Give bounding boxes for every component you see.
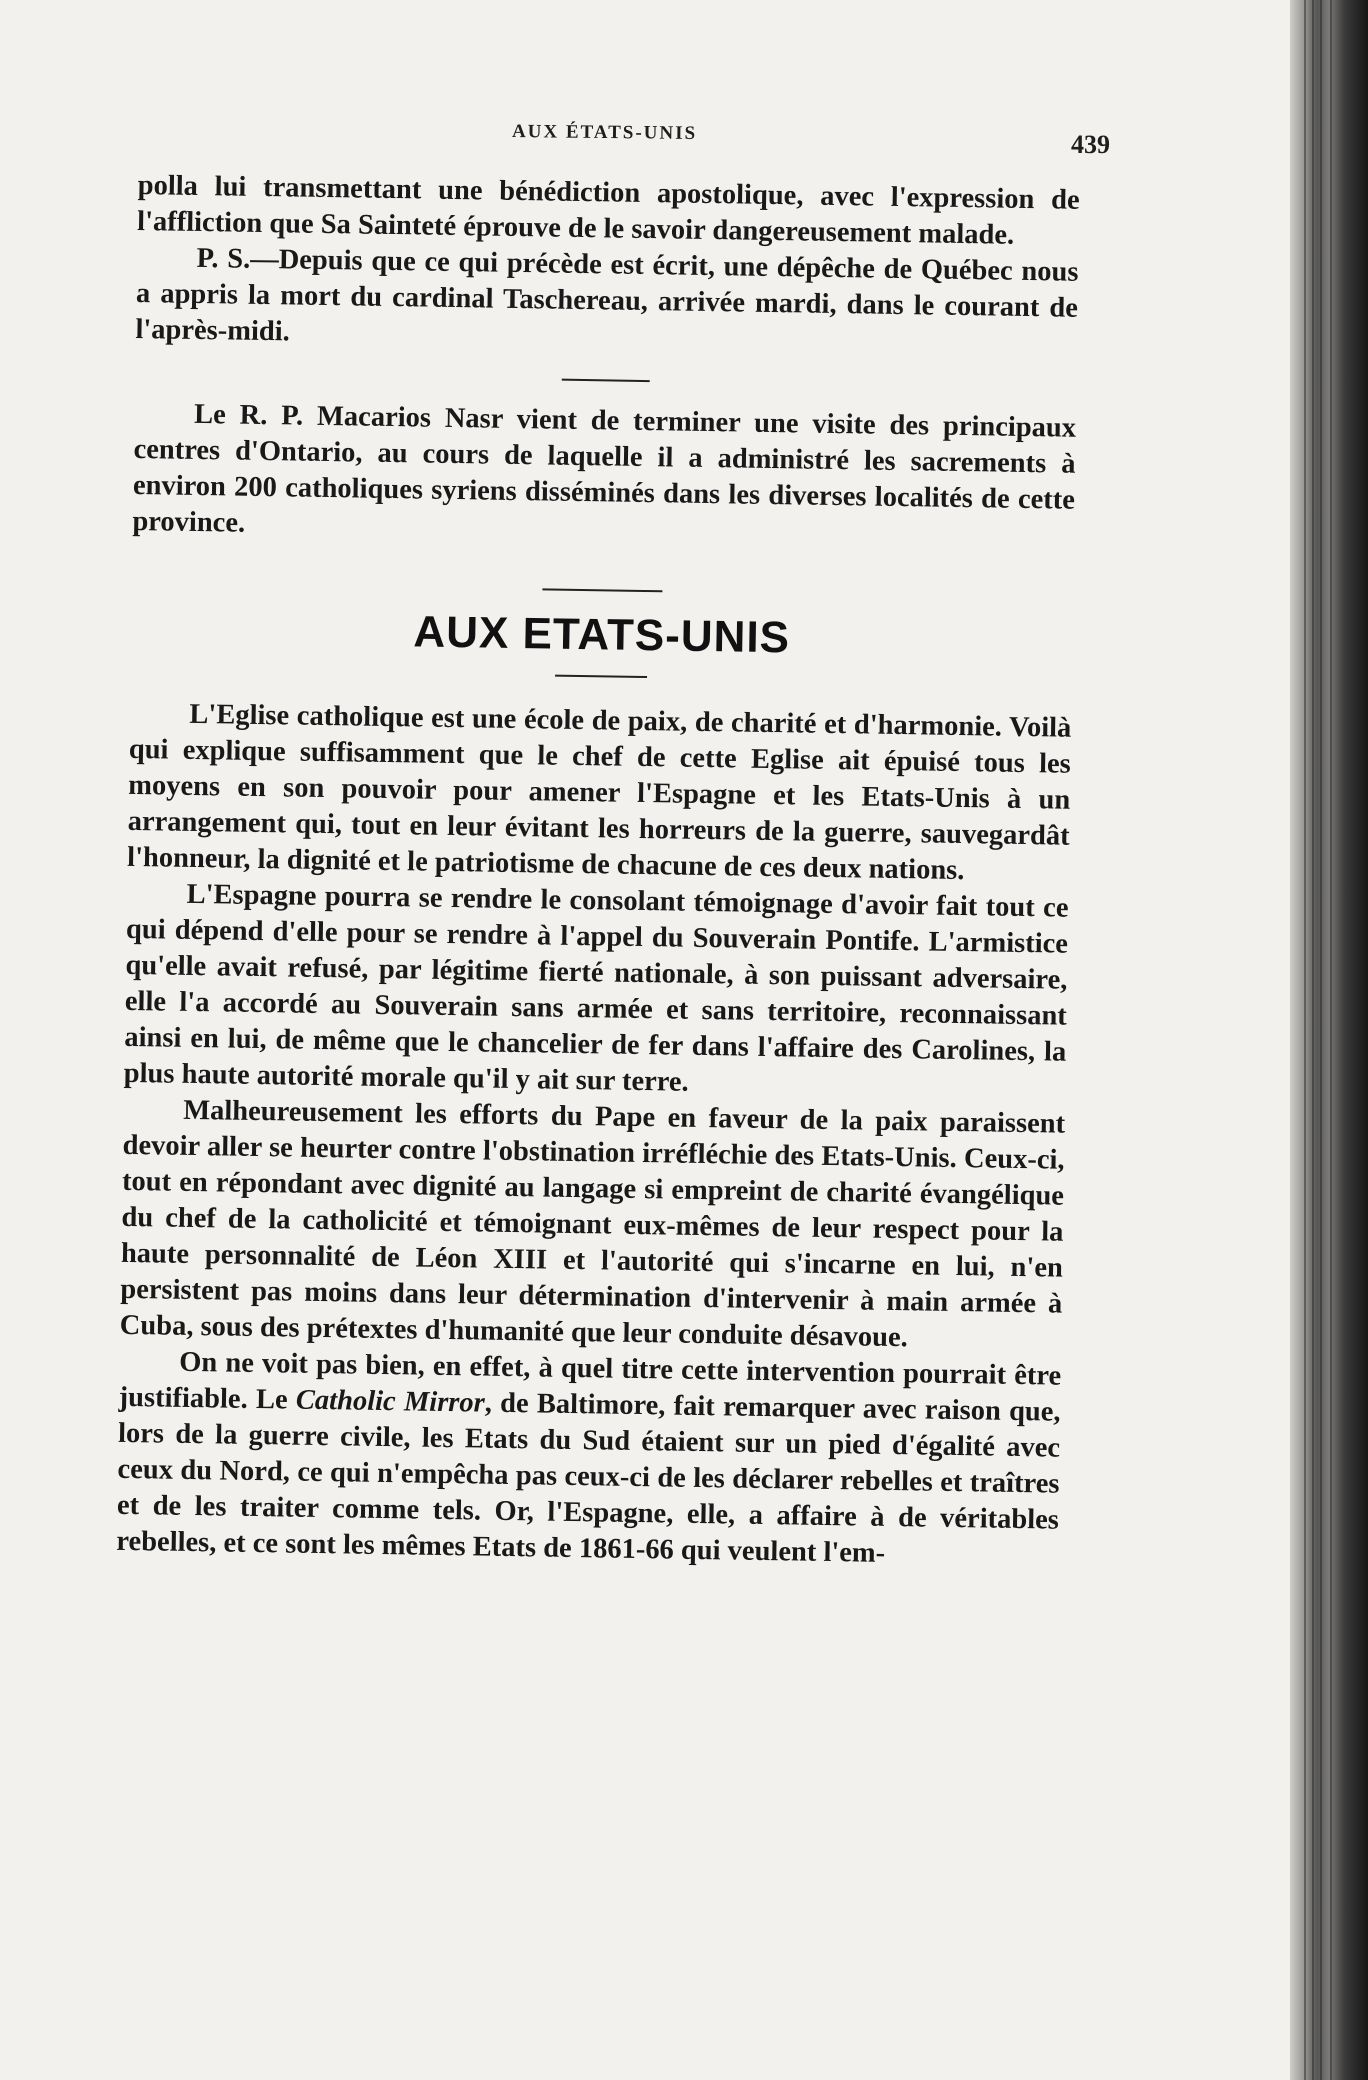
text-run: , de Baltimore, fait remarquer avec raison que, lors de la guerre civile, les Etats du Sud étaient sur un pied d'égalité avec ceux du Nord, ce qui n'empêcha pas ceux-ci de les déclarer rebelles et traîtres et de les traiter comme tels. Or, l'Espagne, elle, a affaire à de véritables rebelles, et ce sont les mêmes Etats de 1861-66 qui veulent l'em- [116, 1387, 1061, 1569]
page-edge-line [1320, 0, 1322, 2080]
paragraph-macarios: Le R. P. Macarios Nasr vient de terminer une visite des principaux centres d'Ontario, au cours de laquelle il a administré les sacrements à environ 200 catholiques syriens disséminés dans les diverses localités de cette province. [132, 398, 1077, 539]
paragraph-continuation: polla lui transmettant une bénédiction apostolique, avec l'expression de l'affliction que Sa Sainteté éprouve de le savoir dangereusement malade. [136, 169, 1080, 251]
periodical-title: Catholic Mirror [295, 1384, 485, 1419]
text-run: On ne voit pas bien, en effet, à quel titre cette intervention pourrait être justifiable. Le [118, 1346, 1062, 1416]
page-edge-line [1330, 0, 1332, 2080]
running-head: AUX ÉTATS-UNIS [511, 121, 698, 144]
paragraph-espagne: L'Espagne pourra se rendre le consolant témoignage d'avoir fait tout ce qui dépend d'elle pour se rendre à l'appel du Souverain Pontife. L'armistice qu'elle avait refusé, par légitime fierté nationale, à son puissant adversaire, elle l'a accordé au Souverain sans armée et sans territoire, reconnaissant ainsi en lui, de même que le chancelier de fer dans l'affaire des Carolines, la plus haute autorité morale qu'il y ait sur terre. [123, 878, 1069, 1098]
binding-gutter [1290, 0, 1368, 2080]
page-edge-line [1304, 0, 1306, 2080]
paragraph-postscript: P. S.—Depuis que ce qui précède est écrit, une dépêche de Québec nous a appris la mort du cardinal Taschereau, arrivée mardi, dans le courant de l'après-midi. [135, 242, 1079, 348]
page-edge-line [1312, 0, 1314, 2080]
section-title: AUX ETATS-UNIS [413, 607, 791, 663]
paragraph-intervention [116, 1344, 1061, 1575]
page-header [140, 118, 1110, 159]
paragraph-malheureusement: Malheureusement les efforts du Pape en faveur de la paix paraissent devoir aller se heurter contre l'obstination irréfléchie des Etats-Unis. Ceux-ci, tout en répondant avec dignité au langage si empreint de charité évangélique du chef de la catholicité et témoignant eux-mêmes de leur respect pour la haute personnalité de Léon XIII et l'autorité qui s'incarne en lui, n'en persistent pas moins dans leur détermination d'intervenir à main armée à Cuba, sous des prétextes d'humanité que leur conduite désavoue. [119, 1094, 1066, 1354]
page-body [116, 168, 1080, 1575]
section-rule-bottom [555, 675, 647, 678]
paragraph-eglise: L'Eglise catholique est une école de paix, de charité et d'harmonie. Voilà qui explique suffisamment que le chef de cette Eglise ait épuisé tous les moyens en son pouvoir pour amener l'Espagne et les Etats-Unis à un arrangement qui, tout en leur évitant les horreurs de la guerre, sauvegardât l'honneur, la dignité et le patriotisme de chacune de ces deux nations. [126, 698, 1072, 887]
page-number: 439 [1071, 130, 1110, 159]
section-rule-top [542, 588, 662, 592]
separator-rule [562, 379, 650, 382]
